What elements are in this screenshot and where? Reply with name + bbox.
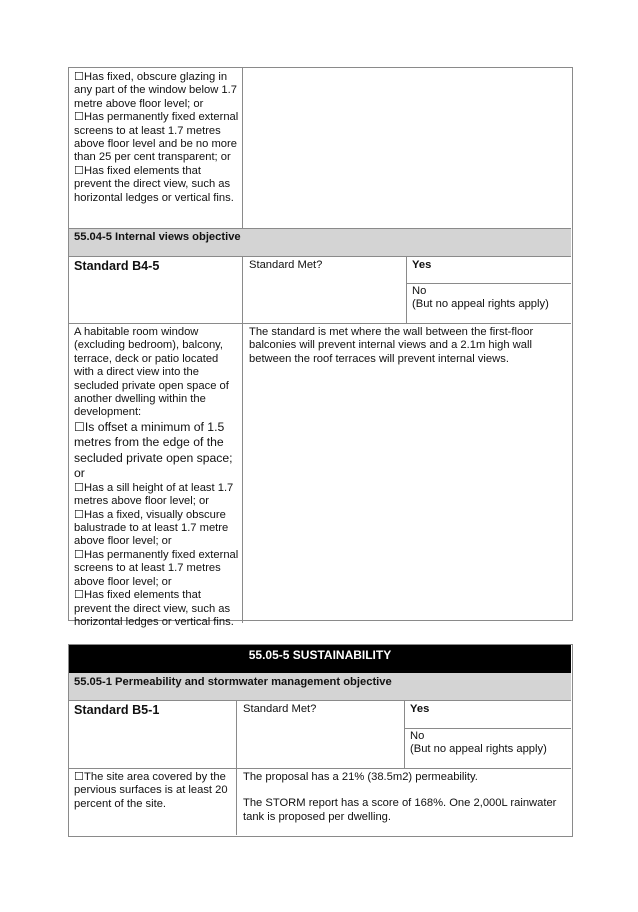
assessment-cell: The standard is met where the wall between the first-floor balconies will prevent internal views and a 2.1m high wall between the roof terraces will prevent internal views. [249,326,534,365]
requirements-cell [74,326,240,629]
assessment-cell [243,771,563,824]
section-header [69,645,571,673]
requirement-item: ☐Has fixed elements that prevent the direct view, such as horizontal ledges or vertical fins. [74,589,234,628]
row-divider [69,256,571,257]
no-note: (But no appeal rights apply) [412,298,549,311]
requirements-cell: ☐The site area covered by the pervious surfaces is at least 20 percent of the site. [74,771,228,810]
requirement-item: ☐Has a sill height of at least 1.7 metres above floor level; or [74,481,234,508]
assessment-storm: The STORM report has a score of 168%. One 2,000L rainwater tank is proposed per dwelling. [243,797,557,823]
standard-met-yes: Yes [412,259,432,271]
objective-title: 55.05-1 Permeability and stormwater management objective [74,676,392,688]
objective-title: 55.04-5 Internal views objective [74,231,241,243]
no-label: No [410,730,425,742]
standard-met-no [412,285,549,312]
objective-header [69,228,571,256]
standard-name: Standard B4-5 [74,259,160,273]
standard-met-yes: Yes [410,703,430,715]
requirement-item: ☐Has permanently fixed external screens to at least 1.7 metres above floor level; or [74,548,239,588]
standard-name: Standard B5-1 [74,703,160,717]
section-title: 55.05-5 SUSTAINABILITY [248,648,392,662]
requirement-item: ☐Has permanently fixed external screens to at least 1.7 metres above floor level and be no more than 25 per cent transparent; or [74,111,239,164]
no-note: (But no appeal rights apply) [410,743,547,756]
no-label: No [412,285,427,297]
requirements-intro: A habitable room window (excluding bedroom), balcony, terrace, deck or patio located with a direct view into the secluded private open space of another dwelling within the development: [74,326,229,419]
row-divider [406,283,571,284]
sustainability-table [68,644,573,837]
row-divider [69,228,571,229]
requirement-item: ☐Has fixed, obscure glazing in any part of the window below 1.7 metre above floor level; or [74,71,237,110]
column-divider [404,700,405,768]
row-divider [404,728,571,729]
assessment-permeability: The proposal has a 21% (38.5m2) permeability. [243,771,478,783]
standard-met-label: Standard Met? [249,259,323,271]
standard-met-label: Standard Met? [243,703,317,715]
prior-requirements-cell [74,71,240,205]
objective-header [69,673,571,700]
column-divider [242,68,243,228]
standard-met-no [410,730,547,757]
requirement-item: ☐Has a fixed, visually obscure balustrade to at least 1.7 metre above floor level; or [74,508,229,548]
row-divider [69,700,571,701]
requirement-item: ☐Is offset a minimum of 1.5 metres from the edge of the secluded private open space; or [74,419,233,481]
column-divider [242,256,243,623]
row-divider [69,768,571,769]
internal-views-table [68,67,573,628]
column-divider [406,256,407,323]
requirement-item: ☐Has fixed elements that prevent the direct view, such as horizontal ledges or vertical fins. [74,164,234,204]
row-divider [69,323,571,324]
